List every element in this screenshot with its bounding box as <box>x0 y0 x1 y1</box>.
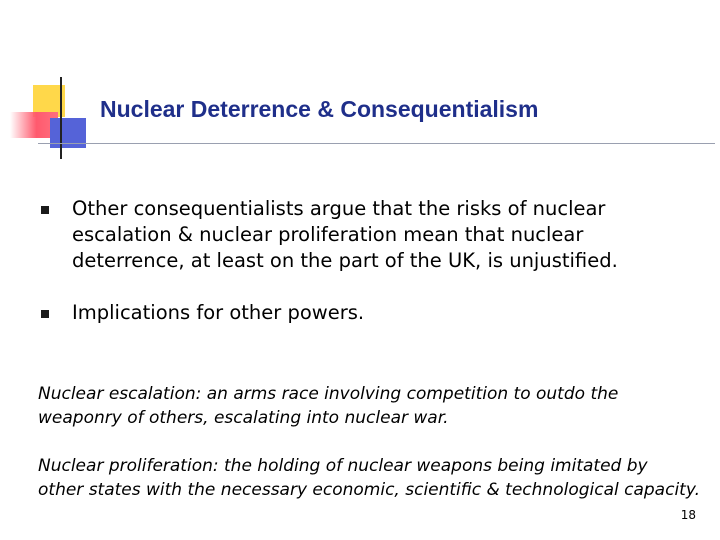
note-line: Nuclear proliferation: the holding of nuclear weapons being imitated by <box>38 456 648 476</box>
page-number: 18 <box>680 508 696 522</box>
slide-title: Nuclear Deterrence & Consequentialism <box>100 96 539 122</box>
bullet-item <box>40 300 700 326</box>
note-proliferation <box>38 454 720 502</box>
note-line: Nuclear escalation: an arms race involving competition to outdo the <box>38 384 619 404</box>
note-line: weaponry of others, escalating into nuclear war. <box>38 408 449 428</box>
square-bullet-icon <box>41 310 49 318</box>
decor-vertical-line <box>60 77 62 159</box>
bullet-text: Implications for other powers. <box>72 301 365 324</box>
square-bullet-icon <box>41 206 49 214</box>
note-line: other states with the necessary economic, scientific & technological capacity. <box>38 480 700 500</box>
bullet-list <box>40 196 700 326</box>
bullet-item <box>40 196 700 274</box>
title-divider <box>38 143 715 144</box>
bullet-text: Other consequentialists argue that the risks of nuclear escalation & nuclear proliferation mean that nuclear deterrence, at least on the part of the UK, is unjustified. <box>72 197 618 272</box>
note-escalation <box>38 382 720 430</box>
